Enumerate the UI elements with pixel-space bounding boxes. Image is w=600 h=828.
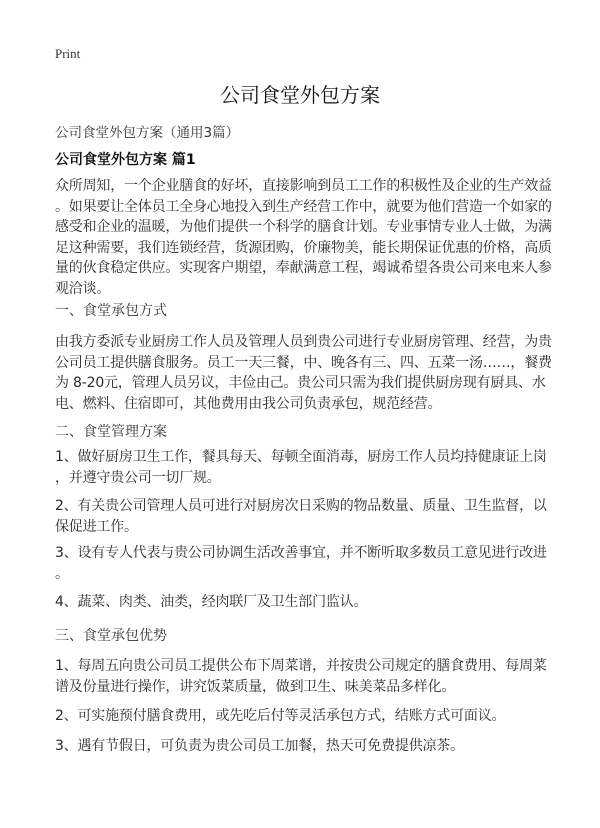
text-line: 为 8-20元，管理人员另议，丰俭由己。贵公司只需为我们提供厨房现有厨具、水 (55, 375, 546, 392)
text-line: 足这种需要，我们连锁经营，货源团购，价廉物美，能长期保证优惠的价格，高质 (55, 239, 552, 256)
list-item (55, 496, 555, 537)
text-line: 保促进工作。 (55, 518, 138, 535)
text-line: 。 (55, 565, 69, 582)
text-line: 2、有关贵公司管理人员可进行对厨房次日采购的物品数量、质量、卫生监督，以 (55, 498, 547, 514)
part-heading: 公司食堂外包方案 篇1 (55, 152, 196, 168)
list-item (55, 592, 555, 613)
list-item (55, 543, 555, 584)
text-line: 4、蔬菜、肉类、油类，经肉联厂及卫生部门监认。 (55, 594, 368, 610)
text-line: 观洽谈。 (55, 280, 111, 297)
section-paragraph (55, 332, 555, 414)
text-line: 众所周知，一个企业膳食的好坏，直接影响到员工工作的积极性及企业的生产效益 (55, 178, 552, 194)
section-heading: 三、食堂承包优势 (55, 628, 167, 644)
section-heading: 一、食堂承包方式 (55, 303, 167, 319)
text-line: 量的伙食稳定供应。实现客户期望，奉献满意工程，竭诚希望各贵公司来电来人参 (55, 260, 552, 277)
intro-paragraph (55, 176, 555, 300)
text-line: 2、可实施预付膳食费用，或先吃后付等灵活承包方式，结账方式可面议。 (55, 708, 506, 724)
list-item (55, 736, 555, 757)
list-item (55, 447, 555, 488)
text-line: 1、每周五向贵公司员工提供公布下周菜谱，并按贵公司规定的膳食费用、每周菜 (55, 658, 547, 674)
text-line: 由我方委派专业厨房工作人员及管理人员到贵公司进行专业厨房管理、经营，为贵 (55, 334, 552, 350)
text-line: 1、做好厨房卫生工作，餐具每天、每顿全面消毒，厨房工作人员均持健康证上岗 (55, 449, 547, 465)
list-item (55, 706, 555, 727)
text-line: 公司员工提供膳食服务。员工一天三餐，中、晚各有三、四、五菜一汤……，餐费 (55, 354, 552, 371)
text-line: 电、燃料、住宿即可，其他费用由我公司负责承包，规范经营。 (55, 395, 442, 412)
list-item (55, 656, 555, 697)
text-line: 3、遇有节假日，可负责为贵公司员工加餐，热天可免费提供凉茶。 (55, 738, 464, 754)
text-line: 谱及份量进行操作，讲究饭菜质量，做到卫生、味美菜品多样化。 (55, 678, 456, 695)
print-link[interactable]: Print (55, 46, 81, 61)
section-heading: 二、食堂管理方案 (55, 424, 167, 440)
text-line: 感受和企业的温暖，为他们提供一个科学的膳食计划。专业事情专业人士做，为满 (55, 219, 552, 236)
text-line: 。如果要让全体员工全身心地投入到生产经营工作中，就要为他们营造一个如家的 (55, 198, 552, 215)
document-title: 公司食堂外包方案 (220, 83, 380, 107)
text-line: ，并遵守贵公司一切厂规。 (55, 469, 221, 486)
text-line: 3、设有专人代表与贵公司协调生活改善事宜，并不断听取多数员工意见进行改进 (55, 545, 547, 561)
document-subtitle: 公司食堂外包方案（通用3篇） (55, 125, 240, 141)
